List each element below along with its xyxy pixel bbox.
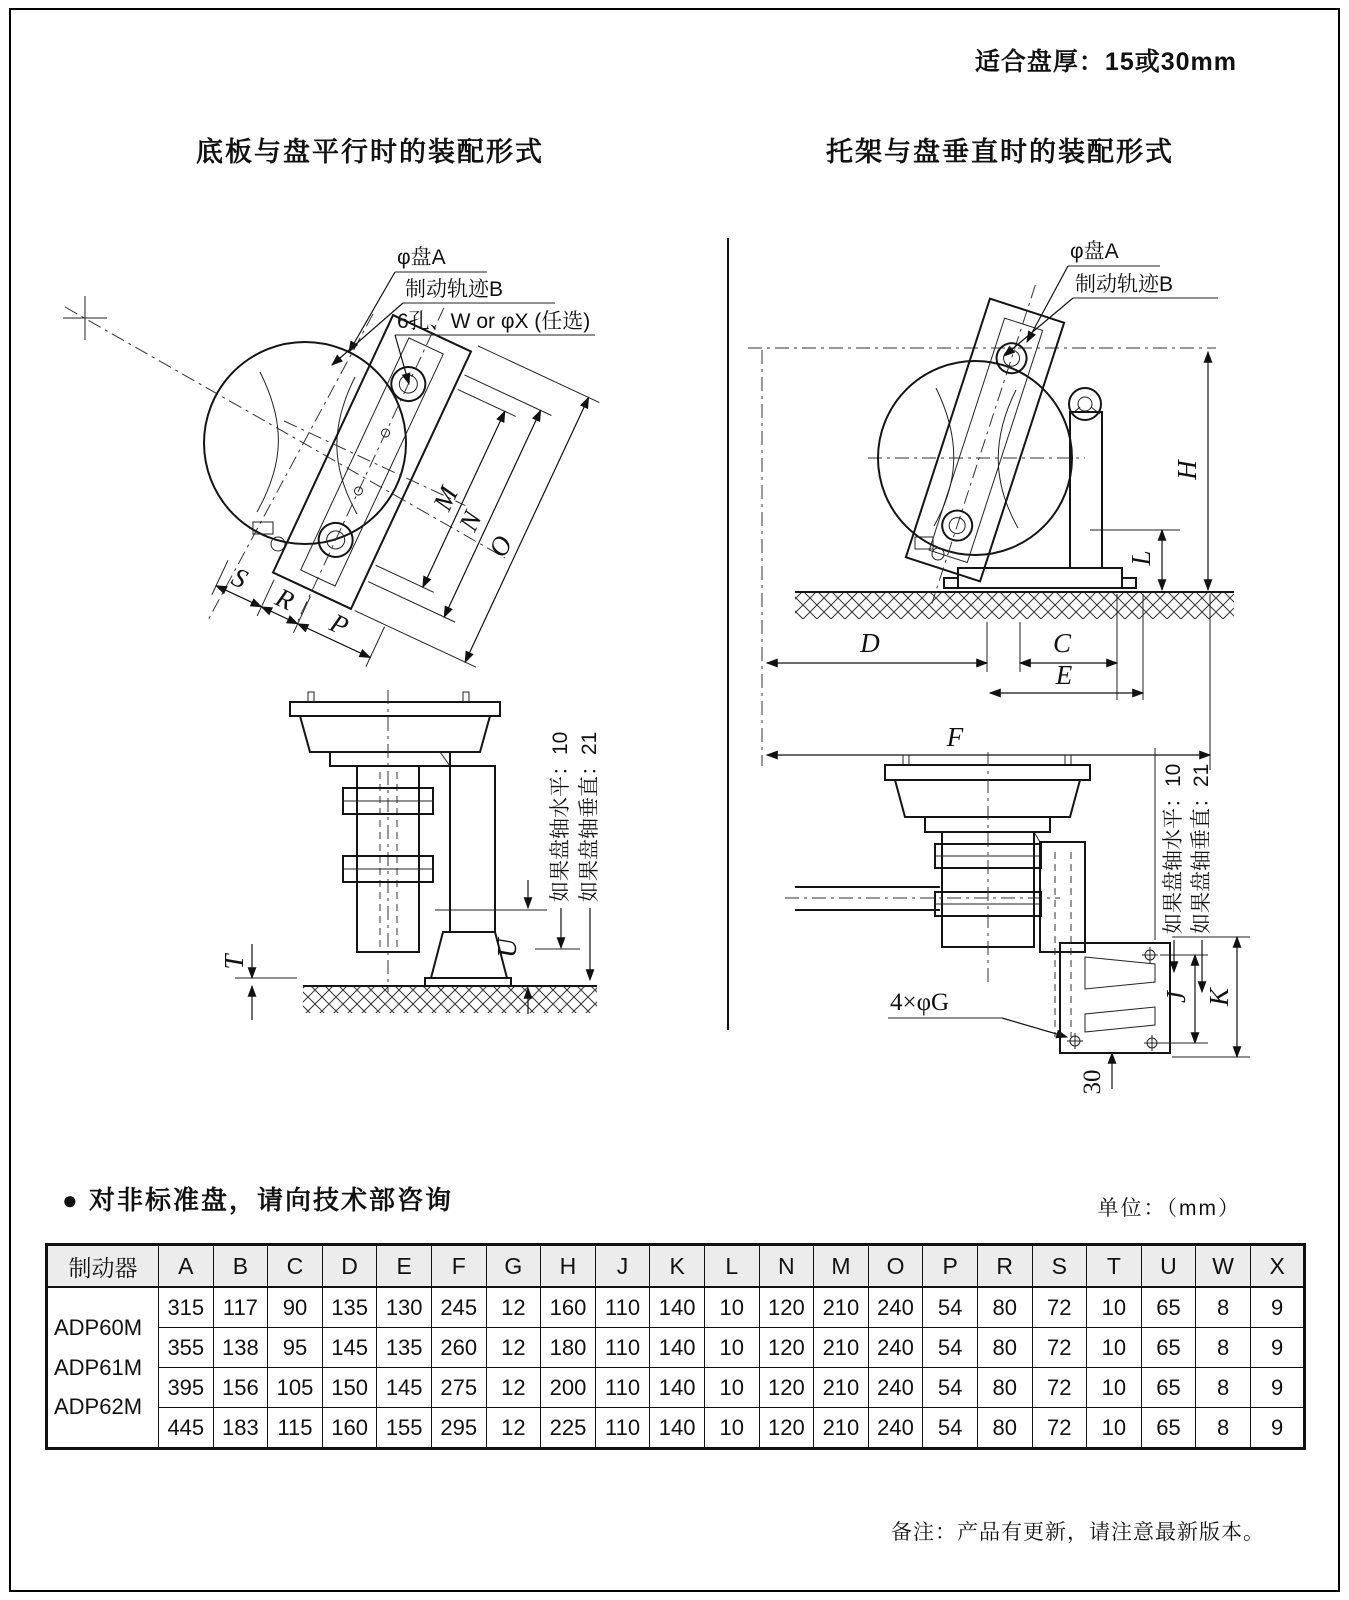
header-cell: S (1032, 1245, 1087, 1288)
value-cell: 80 (977, 1328, 1032, 1368)
value-cell: 155 (377, 1408, 432, 1449)
value-cell: 145 (322, 1328, 377, 1368)
dim-label-m: M (427, 481, 464, 516)
header-cell: L (704, 1245, 759, 1288)
value-cell: 54 (923, 1408, 978, 1449)
value-cell: 65 (1141, 1408, 1196, 1449)
right-technical-drawing (740, 192, 1310, 1107)
table-row (47, 1328, 1305, 1368)
value-cell: 120 (759, 1408, 814, 1449)
brake-disc-left (204, 342, 406, 551)
value-cell: 180 (541, 1328, 596, 1368)
label-4xg (888, 989, 1067, 1037)
value-cell: 315 (159, 1287, 214, 1328)
value-cell: 138 (213, 1328, 268, 1368)
holes-g-label: 4×φG (890, 989, 950, 1016)
value-cell: 54 (923, 1368, 978, 1408)
value-cell: 210 (814, 1368, 869, 1408)
value-cell: 8 (1196, 1328, 1251, 1368)
value-cell: 395 (159, 1368, 214, 1408)
value-cell: 140 (650, 1287, 705, 1328)
header-cell: B (213, 1245, 268, 1288)
value-cell: 65 (1141, 1328, 1196, 1368)
value-cell: 240 (868, 1287, 923, 1328)
left-drawing-title: 底板与盘平行时的装配形式 (196, 137, 544, 167)
value-cell: 130 (377, 1287, 432, 1328)
value-cell: 295 (431, 1408, 486, 1449)
dim-label-p: P (325, 607, 354, 642)
model-name: ADP62M (54, 1394, 143, 1420)
dim-label-e: E (1055, 660, 1073, 690)
table-row (47, 1368, 1305, 1408)
value-cell: 8 (1196, 1287, 1251, 1328)
value-cell: 8 (1196, 1368, 1251, 1408)
value-cell: 120 (759, 1368, 814, 1408)
value-cell: 105 (268, 1368, 323, 1408)
value-cell: 135 (377, 1328, 432, 1368)
axis-vertical-note: 如果盘轴垂直：21 (1190, 763, 1213, 934)
value-cell: 72 (1032, 1408, 1087, 1449)
value-cell: 145 (377, 1368, 432, 1408)
dim-label-o: O (482, 531, 519, 562)
dim-label-s: S (227, 561, 253, 595)
holes-w-x-label: 6孔、W or φX (任选) (397, 310, 591, 333)
header-cell: K (650, 1245, 705, 1288)
value-cell: 355 (159, 1328, 214, 1368)
disc-a-label: φ盘A (397, 246, 446, 269)
value-cell: 200 (541, 1368, 596, 1408)
value-cell: 210 (814, 1287, 869, 1328)
value-cell: 10 (704, 1328, 759, 1368)
footer-note: 备注：产品有更新，请注意最新版本。 (891, 1521, 1265, 1544)
right-leader-labels (1004, 240, 1218, 356)
header-cell: A (159, 1245, 214, 1288)
value-cell: 72 (1032, 1328, 1087, 1368)
dim-label-d: D (860, 628, 880, 658)
bullet-icon: ● (62, 1185, 80, 1215)
value-cell: 140 (650, 1368, 705, 1408)
consult-note-text: 对非标准盘，请向技术部咨询 (88, 1185, 453, 1215)
value-cell: 12 (486, 1287, 541, 1328)
model-cell (47, 1287, 159, 1449)
value-cell: 445 (159, 1408, 214, 1449)
header-cell: D (322, 1245, 377, 1288)
value-cell: 245 (431, 1287, 486, 1328)
header-cell: P (923, 1245, 978, 1288)
value-cell: 80 (977, 1368, 1032, 1408)
header-cell: U (1141, 1245, 1196, 1288)
value-cell: 260 (431, 1328, 486, 1368)
value-cell: 90 (268, 1287, 323, 1328)
value-cell: 95 (268, 1328, 323, 1368)
table-row (47, 1408, 1305, 1449)
disc-a-label: φ盘A (1070, 240, 1119, 263)
header-cell: G (486, 1245, 541, 1288)
header-cell: E (377, 1245, 432, 1288)
value-cell: 117 (213, 1287, 268, 1328)
dim-label-j: J (1161, 991, 1191, 1003)
value-cell: 135 (322, 1287, 377, 1328)
value-cell: 9 (1250, 1328, 1305, 1368)
dim-srp (212, 555, 385, 667)
header-cell: 制动器 (47, 1245, 159, 1288)
dim-label-l: L (1126, 550, 1156, 566)
value-cell: 275 (431, 1368, 486, 1408)
value-cell: 183 (213, 1408, 268, 1449)
disc-thickness-note: 适合盘厚：15或30mm (974, 48, 1237, 76)
value-cell: 80 (977, 1287, 1032, 1328)
dimension-table (45, 1243, 1306, 1450)
header-cell: M (814, 1245, 869, 1288)
caliper-assembly-right (895, 273, 1073, 616)
value-cell: 10 (1087, 1408, 1142, 1449)
value-cell: 9 (1250, 1368, 1305, 1408)
consult-note (62, 1180, 453, 1217)
value-cell: 240 (868, 1328, 923, 1368)
bracket-right (795, 388, 1234, 619)
value-cell: 156 (213, 1368, 268, 1408)
header-cell: O (868, 1245, 923, 1288)
header-cell: W (1196, 1245, 1251, 1288)
axis-vertical-note: 如果盘轴垂直：21 (578, 731, 601, 902)
axis-horizontal-note: 如果盘轴水平：10 (549, 731, 572, 902)
model-name: ADP60M (54, 1314, 143, 1340)
value-cell: 10 (704, 1287, 759, 1328)
dim-label-n: N (452, 506, 488, 536)
value-cell: 110 (595, 1328, 650, 1368)
value-cell: 12 (486, 1328, 541, 1368)
value-cell: 225 (541, 1408, 596, 1449)
dim-label-c: C (1052, 628, 1072, 658)
value-cell: 115 (268, 1408, 323, 1449)
value-cell: 9 (1250, 1408, 1305, 1449)
value-cell: 12 (486, 1368, 541, 1408)
right-drawing-title: 托架与盘垂直时的装配形式 (826, 137, 1174, 167)
dim-label-f: F (946, 722, 964, 752)
value-cell: 54 (923, 1287, 978, 1328)
value-cell: 72 (1032, 1287, 1087, 1328)
value-cell: 240 (868, 1368, 923, 1408)
value-cell: 9 (1250, 1287, 1305, 1328)
header-cell: H (541, 1245, 596, 1288)
value-cell: 10 (704, 1408, 759, 1449)
value-cell: 12 (486, 1408, 541, 1449)
brake-track-b-label: 制动轨迹B (1075, 273, 1174, 296)
dims-dcef (767, 594, 1210, 770)
value-cell: 72 (1032, 1368, 1087, 1408)
dim-mno (355, 346, 600, 667)
value-cell: 10 (1087, 1368, 1142, 1408)
value-cell: 210 (814, 1408, 869, 1449)
dim-h (1172, 352, 1208, 590)
value-cell: 150 (322, 1368, 377, 1408)
value-cell: 110 (595, 1287, 650, 1328)
value-cell: 54 (923, 1328, 978, 1368)
pedestal-assembly-right (785, 752, 1170, 1053)
axis-notes-left (535, 732, 601, 980)
dim-label-u: U (492, 938, 522, 958)
header-cell: J (595, 1245, 650, 1288)
header-cell: T (1087, 1245, 1142, 1288)
caliper-assembly-left (205, 267, 608, 709)
header-cell: R (977, 1245, 1032, 1288)
header-cell: F (431, 1245, 486, 1288)
header-cell: N (759, 1245, 814, 1288)
bolt-holes-g (1067, 947, 1160, 1051)
value-cell: 80 (977, 1408, 1032, 1449)
dim-label-k: K (1204, 987, 1234, 1007)
value-cell: 240 (868, 1408, 923, 1449)
value-cell: 160 (541, 1287, 596, 1328)
value-cell: 120 (759, 1287, 814, 1328)
drawings-divider (727, 238, 729, 1030)
value-cell: 110 (595, 1408, 650, 1449)
dim-label-r: R (271, 581, 299, 617)
value-cell: 10 (1087, 1287, 1142, 1328)
dim-label-t: T (219, 954, 249, 970)
value-cell: 140 (650, 1408, 705, 1449)
left-technical-drawing (35, 192, 725, 1107)
value-cell: 65 (1141, 1287, 1196, 1328)
dim-t (219, 944, 297, 1020)
ground-hatch-right (795, 593, 1234, 619)
axis-horizontal-note: 如果盘轴水平：10 (1162, 763, 1185, 934)
dim-label-30: 30 (1079, 1069, 1106, 1095)
header-cell: X (1250, 1245, 1305, 1288)
value-cell: 160 (322, 1408, 377, 1449)
table-header-row (47, 1245, 1305, 1288)
value-cell: 8 (1196, 1408, 1251, 1449)
value-cell: 110 (595, 1368, 650, 1408)
value-cell: 10 (704, 1368, 759, 1408)
value-cell: 10 (1087, 1328, 1142, 1368)
value-cell: 120 (759, 1328, 814, 1368)
ground-hatch-left (303, 987, 597, 1013)
dim-30 (1079, 1053, 1112, 1095)
value-cell: 140 (650, 1328, 705, 1368)
value-cell: 210 (814, 1328, 869, 1368)
value-cell: 65 (1141, 1368, 1196, 1408)
dim-label-h: H (1172, 460, 1202, 480)
unit-label: 单位：（mm） (1097, 1197, 1241, 1220)
header-cell: C (268, 1245, 323, 1288)
brake-track-b-label: 制动轨迹B (405, 278, 504, 301)
table-row (47, 1287, 1305, 1328)
model-name: ADP61M (54, 1354, 143, 1380)
